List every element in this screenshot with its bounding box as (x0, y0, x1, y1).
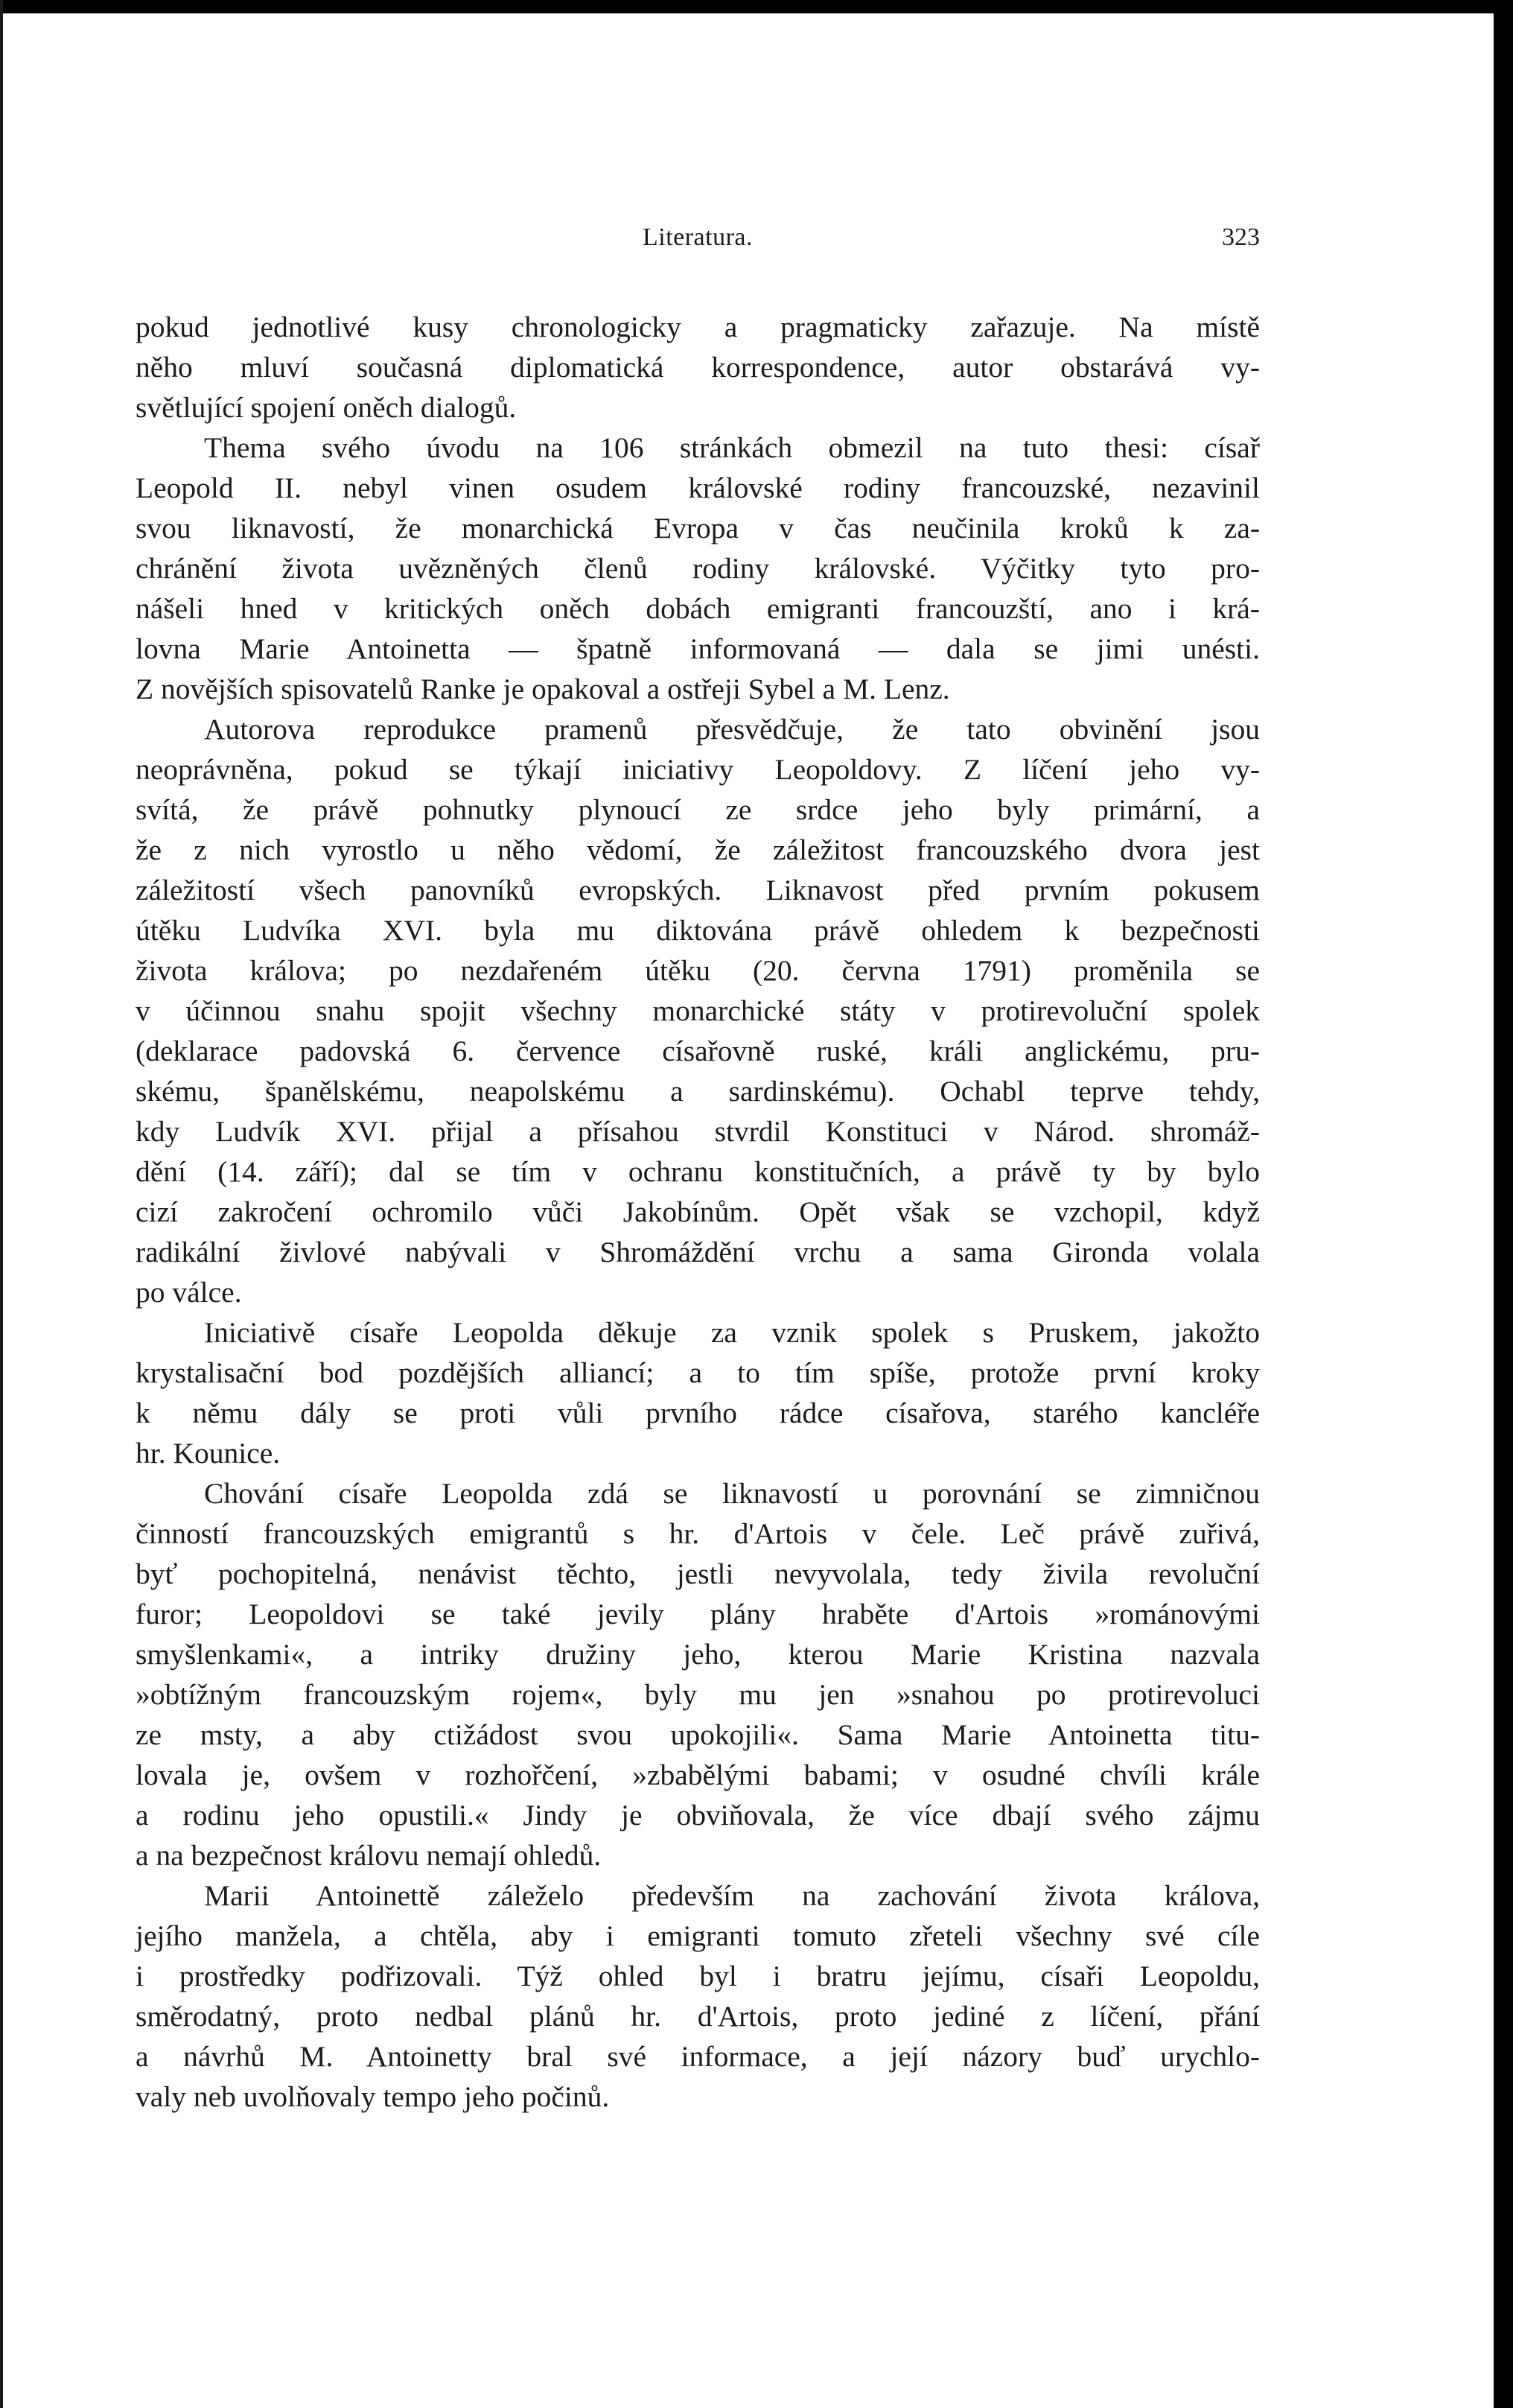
text-line: pokud jednotlivé kusy chronologicky a pragmaticky zařazuje. Na místě (136, 311, 1260, 343)
paragraph-5 (136, 1473, 1260, 1875)
text-line: furor; Leopoldovi se také jevily plány hraběte d'Artois »románovými (136, 1598, 1260, 1630)
text-line: života králova; po nezdařeném útěku (20. června 1791) proměnila se (136, 954, 1260, 987)
paragraph-6 (136, 1875, 1260, 2117)
text-line: záležitostí všech panovníků evropských. Liknavost před prvním pokusem (136, 874, 1260, 906)
body-text (136, 307, 1260, 2117)
text-line: neoprávněna, pokud se týkají iniciativy Leopoldovy. Z líčení jeho vy- (136, 753, 1260, 786)
text-line: i prostředky podřizovali. Týž ohled byl i bratru jejímu, císaři Leopoldu, (136, 1960, 1260, 1992)
text-line: po válce. (136, 1276, 242, 1309)
text-line: dění (14. září); dal se tím v ochranu konstitučních, a právě ty by bylo (136, 1155, 1260, 1188)
paragraph-2 (136, 428, 1260, 709)
text-line: a na bezpečnost královu nemají ohledů. (136, 1839, 602, 1872)
text-line: chránění života uvězněných členů rodiny královské. Výčitky tyto pro- (136, 552, 1260, 585)
text-line: Z novějších spisovatelů Ranke je opakoval a ostřeji Sybel a M. Lenz. (136, 673, 950, 705)
text-line: Thema svého úvodu na 106 stránkách obmezil na tuto thesi: císař (204, 431, 1260, 464)
text-line: Autorova reprodukce pramenů přesvědčuje, že tato obvinění jsou (204, 713, 1260, 746)
text-line: že z nich vyrostlo u něho vědomí, že záležitost francouzského dvora jest (136, 833, 1260, 866)
paragraph-3 (136, 709, 1260, 1312)
text-line: (deklarace padovská 6. července císařovně ruské, králi anglickému, pru- (136, 1035, 1260, 1067)
running-head (136, 223, 1260, 262)
text-line: nášeli hned v kritických oněch dobách emigranti francouzští, ano i krá- (136, 592, 1260, 625)
text-line: a návrhů M. Antoinetty bral své informace, a její názory buď urychlo- (136, 2040, 1260, 2073)
text-line: něho mluví současná diplomatická korrespondence, autor obstarává vy- (136, 351, 1260, 384)
text-line: hr. Kounice. (136, 1437, 281, 1470)
text-line: Leopold II. nebyl vinen osudem královské rodiny francouzské, nezavinil (136, 471, 1260, 504)
paragraph-1 (136, 307, 1260, 428)
text-line: krystalisační bod pozdějších alliancí; a to tím spíše, protože první kroky (136, 1356, 1260, 1389)
text-line: směrodatný, proto nedbal plánů hr. d'Artois, proto jediné z líčení, přání (136, 2000, 1260, 2033)
text-line: radikální živlové nabývali v Shromáždění vrchu a sama Gironda volala (136, 1236, 1260, 1268)
text-line: cizí zakročení ochromilo vůči Jakobínům. Opět však se vzchopil, když (136, 1195, 1260, 1228)
text-line: smyšlenkami«, a intriky družiny jeho, kterou Marie Kristina nazvala (136, 1638, 1260, 1671)
paragraph-4 (136, 1312, 1260, 1473)
text-line: ze msty, a aby ctižádost svou upokojili«. Sama Marie Antoinetta titu- (136, 1718, 1260, 1751)
text-line: a rodinu jeho opustili.« Jindy je obviňovala, že více dbají svého zájmu (136, 1799, 1260, 1832)
text-line: lovna Marie Antoinetta — špatně informovaná — dala se jimi unésti. (136, 632, 1260, 665)
text-line: lovala je, ovšem v rozhořčení, »zbabělými babami; v osudné chvíli krále (136, 1759, 1260, 1791)
text-line: Iniciativě císaře Leopolda děkuje za vznik spolek s Pruskem, jakožto (204, 1316, 1260, 1349)
text-line: svítá, že právě pohnutky plynoucí ze srdce jeho byly primární, a (136, 793, 1260, 826)
text-line: skému, španělskému, neapolskému a sardinskému). Ochabl teprve tehdy, (136, 1075, 1260, 1108)
text-line: »obtížným francouzským rojem«, byly mu jen »snahou po protirevoluci (136, 1678, 1260, 1711)
text-line: světlující spojení oněch dialogů. (136, 391, 517, 424)
text-line: v účinnou snahu spojit všechny monarchické státy v protirevoluční spolek (136, 994, 1260, 1027)
text-line: byť pochopitelná, nenávist těchto, jestli nevyvolala, tedy živila revoluční (136, 1557, 1260, 1590)
text-line: činností francouzských emigrantů s hr. d'Artois v čele. Leč právě zuřivá, (136, 1517, 1260, 1550)
text-line: k němu dály se proti vůli prvního rádce císařova, starého kancléře (136, 1397, 1260, 1429)
text-line: Marii Antoinettě záleželo především na zachování života králova, (204, 1879, 1260, 1912)
text-line: kdy Ludvík XVI. přijal a přísahou stvrdil Konstituci v Národ. shromáž- (136, 1115, 1260, 1148)
text-line: svou liknavostí, že monarchická Evropa v čas neučinila kroků k za- (136, 512, 1260, 544)
text-line: Chování císaře Leopolda zdá se liknavostí u porovnání se zimničnou (204, 1477, 1260, 1510)
text-line: valy neb uvolňovaly tempo jeho počinů. (136, 2080, 610, 2113)
text-line: útěku Ludvíka XVI. byla mu diktována právě ohledem k bezpečnosti (136, 914, 1260, 947)
text-line: jejího manžela, a chtěla, aby i emigranti tomuto zřeteli všechny své cíle (136, 1919, 1260, 1952)
page-number: 323 (1222, 223, 1260, 251)
running-title: Literatura. (642, 223, 754, 251)
